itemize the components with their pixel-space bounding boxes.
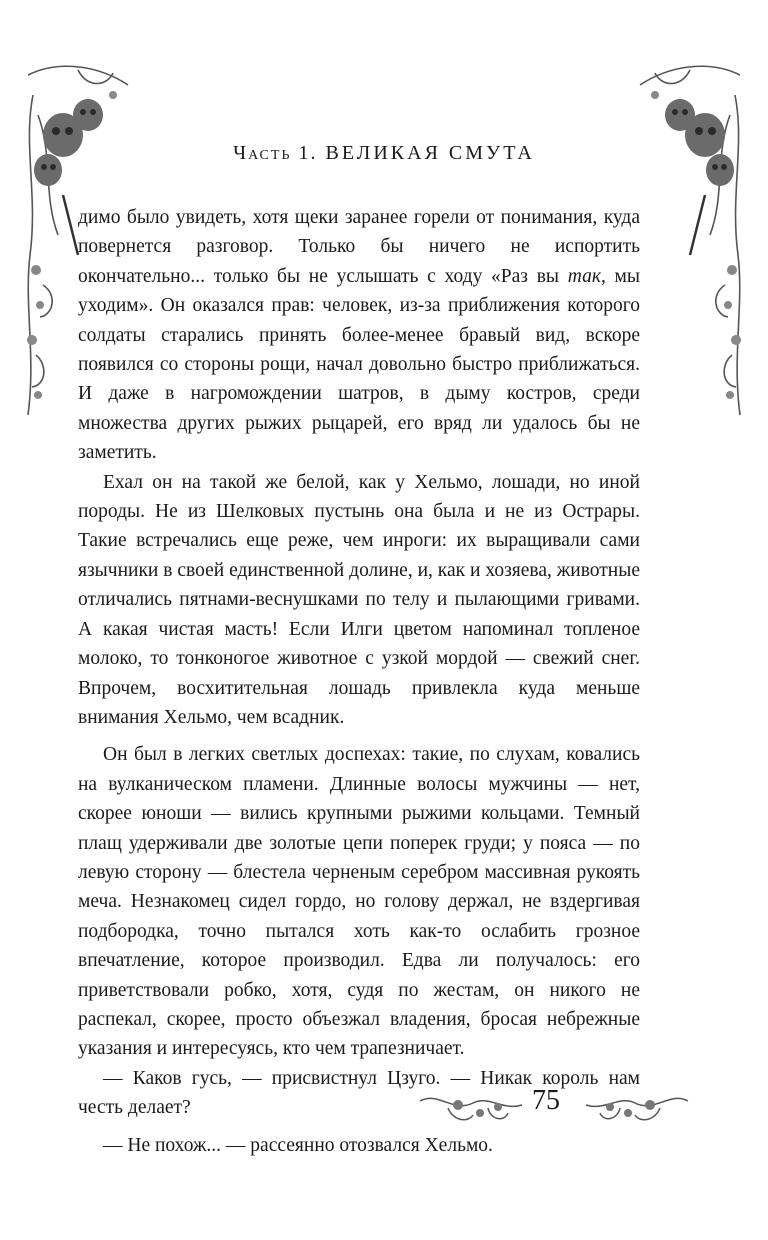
paragraph	[78, 740, 640, 1063]
folio-ornament-left	[418, 1083, 524, 1129]
paragraph	[78, 468, 640, 733]
paragraph-text: — Не похож... — рассеянно отозвался Хельмо.	[103, 1134, 493, 1156]
paragraph-text: димо было увидеть, хотя щеки заранее горели от понимания, куда повернется разговор. Только бы ничего не испортить окончательно... только бы не услышать с ходу «Раз вы	[78, 207, 640, 287]
emphasis-text: так	[567, 265, 601, 287]
paragraph	[78, 1131, 640, 1160]
paragraph-text: , мы уходим». Он оказался прав: человек, из-за приближения которого солдаты старались принять более-менее бравый вид, вскоре появился со стороны рощи, начал довольно быстро приближаться. И даже в нагромождении шатров, в дыму костров, среди множества других рыжих рыцарей, его вряд ли удалось бы не заметить.	[78, 265, 640, 464]
paragraph-text: Ехал он на такой же белой, как у Хельмо, лошади, но иной породы. Не из Шелковых пустынь она была и не из Острары. Такие встречались еще реже, чем инроги: их выращивали сами язычники в своей единственной долине, и, как и хозяева, животные отличались пятнами-веснушками по телу и пылающими гривами. А какая чистая масть! Если Илги цветом напоминал топленое молоко, то тонконогое животное с узкой мордой — свежий снег. Впрочем, восхитительная лошадь привлекла куда меньше внимания Хельмо, чем всадник.	[78, 471, 640, 728]
folio	[0, 1083, 768, 1133]
paragraph-text: Он был в легких светлых доспехах: такие, по слухам, ковались на вулканическом пламени. Длинные волосы мужчины — нет, скорее юноши — вились крупными рыжими кольцами. Темный плащ удерживали две золотые цепи поперек груди; у пояса — по левую сторону — блестела черненым серебром массивная рукоять меча. Незнакомец сидел гордо, но голову держал, не вздергивая подбородка, точно пытался хоть как-то ослабить грозное впечатление, которое производил. Едва ли получалось: его приветствовали робко, хотя, судя по жестам, он никого не распекал, скорее, просто объезжал владения, бросая небрежные указания и интересуясь, кто чем трапезничает.	[78, 744, 640, 1060]
paragraph	[78, 203, 640, 468]
paragraph-text: — Каков гусь, — присвистнул Цзуго. — Никак король нам честь делает?	[78, 1067, 640, 1119]
corner-ornament-right	[630, 55, 750, 425]
running-head	[0, 142, 768, 165]
page-number: 75	[532, 1085, 560, 1116]
body-text	[78, 203, 640, 1160]
folio-ornament-right	[582, 1083, 690, 1129]
running-head-title: ВЕЛИКАЯ СМУТА	[325, 142, 535, 164]
running-head-part: Часть 1.	[233, 142, 318, 164]
